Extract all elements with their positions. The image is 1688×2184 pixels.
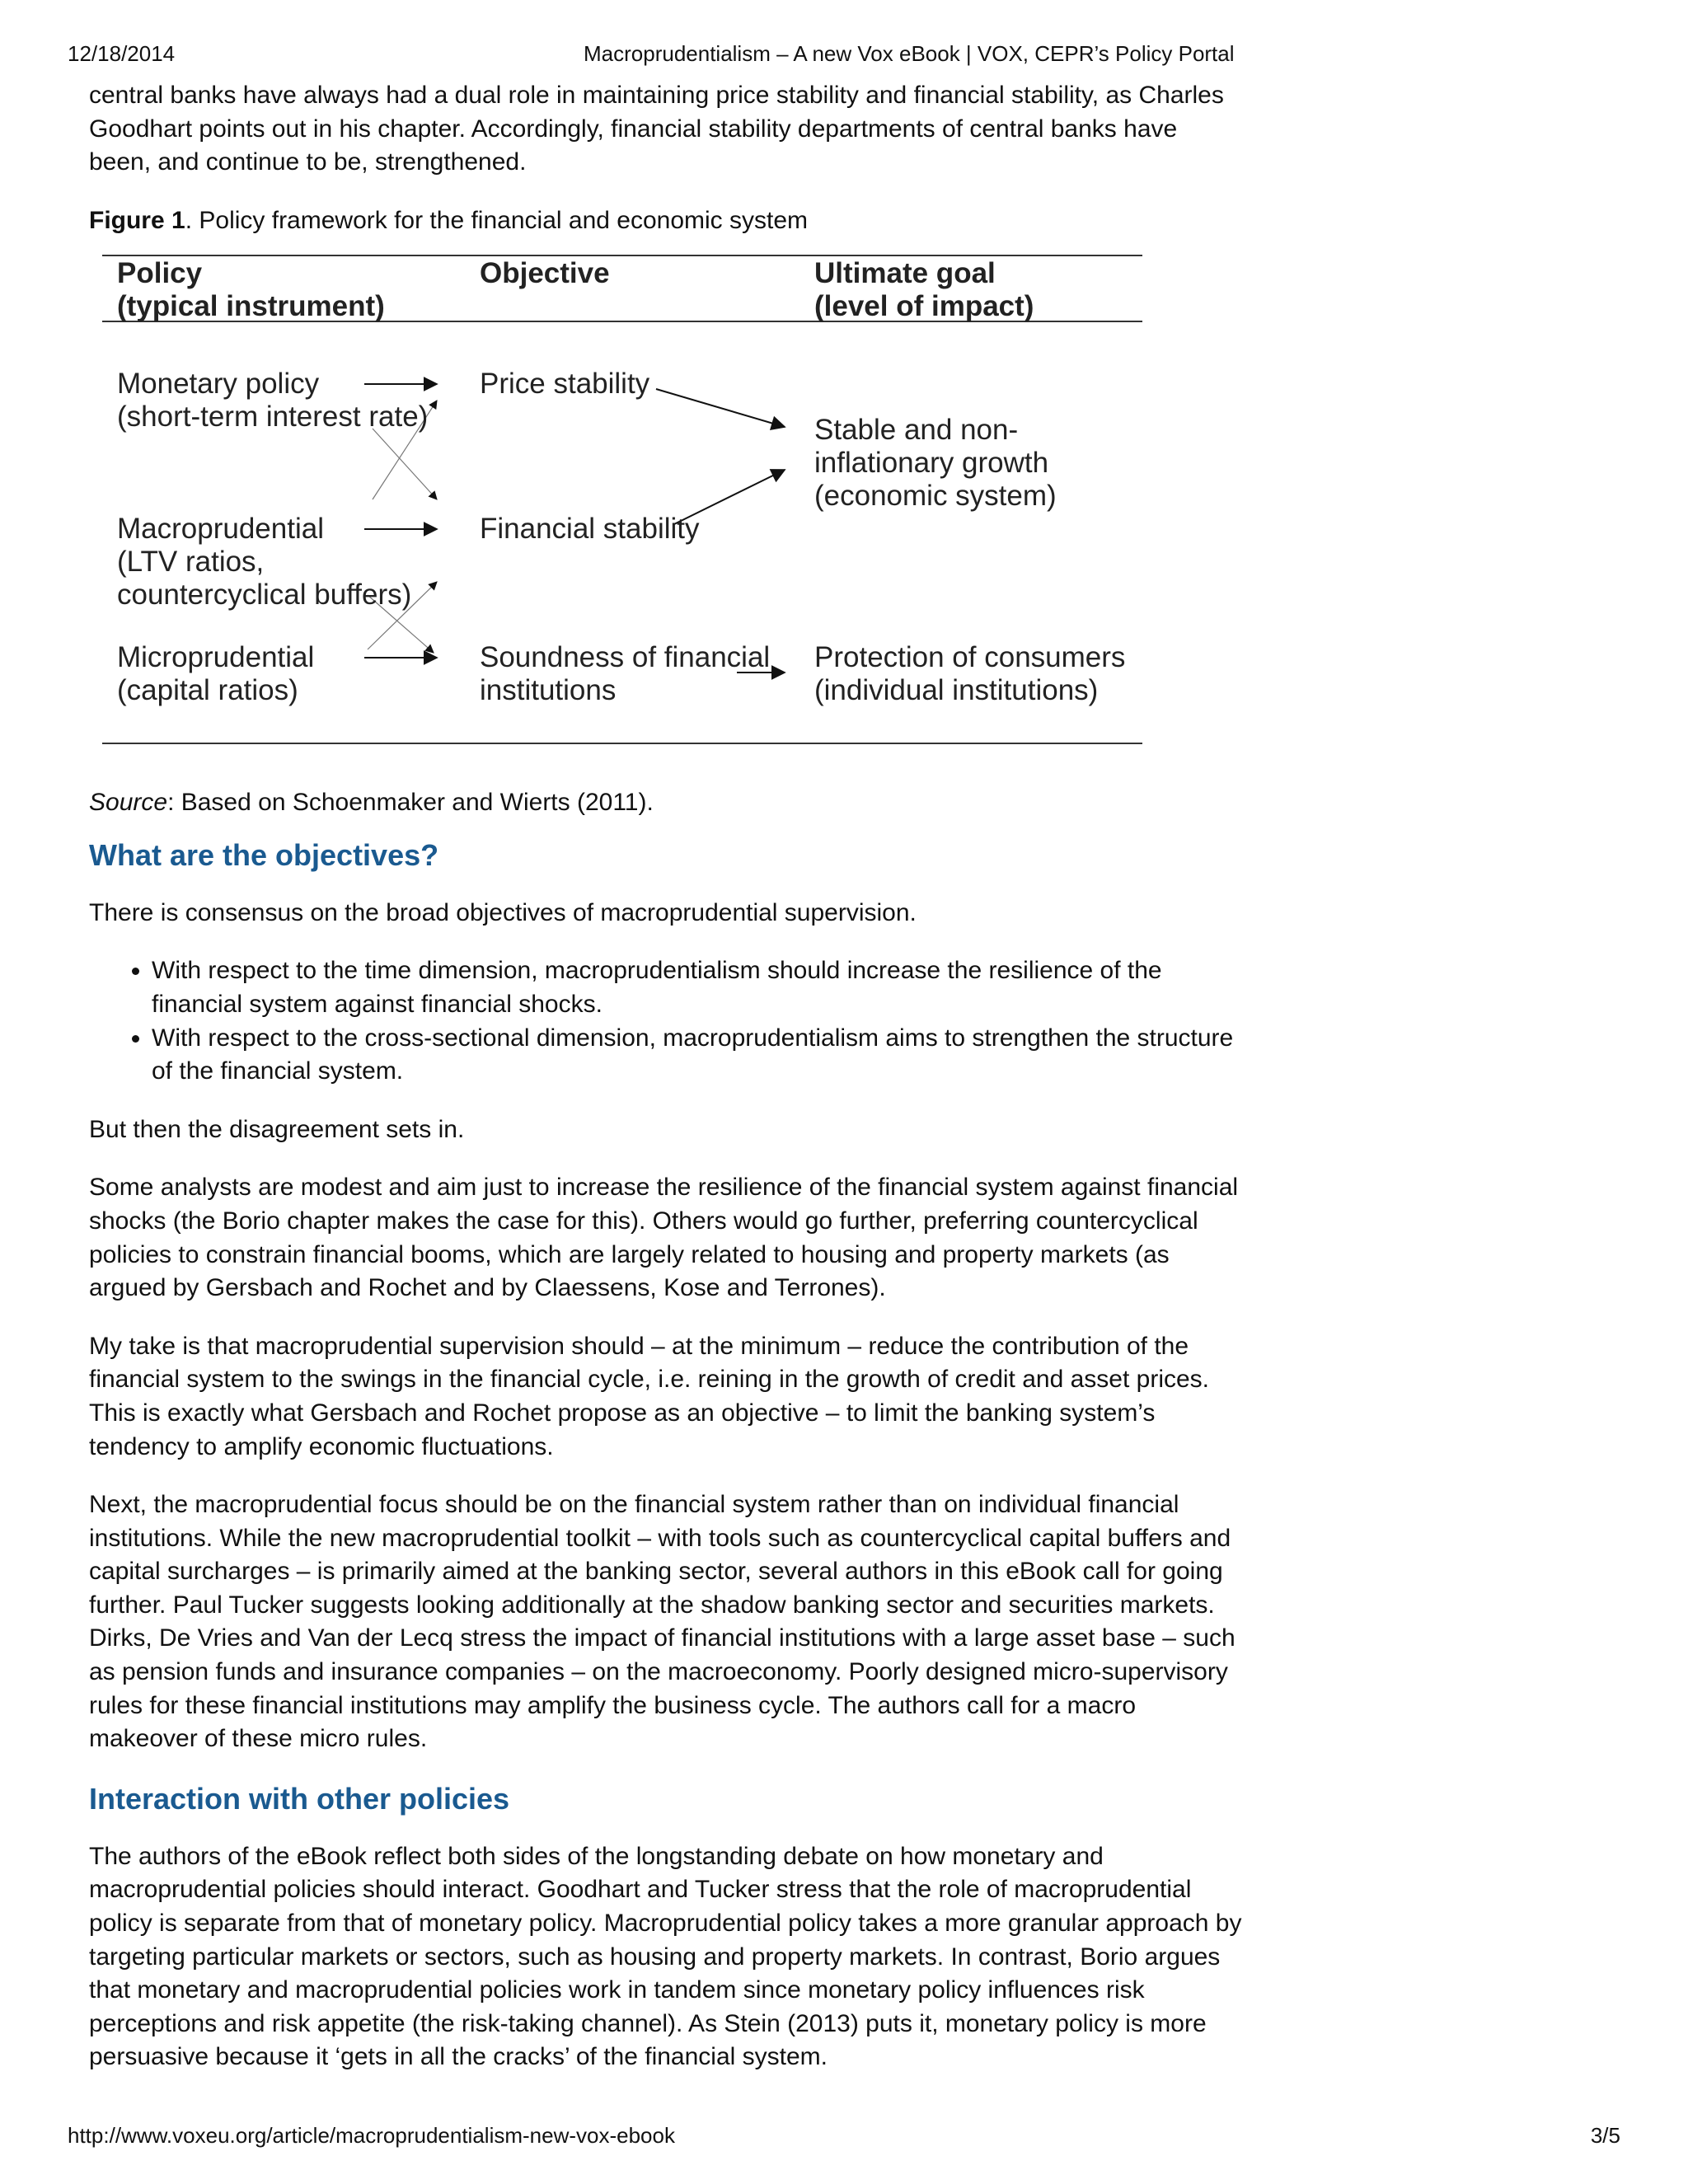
arrow-price-growth xyxy=(656,389,785,427)
objectives-paragraph-3: Some analysts are modest and aim just to increase the resilience of the financial system against financial shocks (the Borio chapter makes the case for this). Others would go further, preferring countercyclical policies to constrain financial booms, which are largely related to housing and property markets (as argued by Gersbach and Rochet and by Claessens, Kose and Terrones). xyxy=(89,1174,1239,1302)
col-policy-head-line2: (typical instrument) xyxy=(117,289,385,322)
policy-micro-line2: (capital ratios) xyxy=(117,673,298,706)
interaction-paragraph-1: The authors of the eBook reflect both sides of the longstanding debate on how monetary and macroprudential policies should interact. Goodhart and Tucker stress that the role of macroprudential policy is separate from that of monetary policy. Macroprudential policy takes a more granular approach by targeting particular markets or sectors, such as housing and property markets. In contrast, Borio argues that monetary and macroprudential policies work in tandem since monetary policy influences risk perceptions and risk appetite (the risk-taking channel). As Stein (2013) puts it, monetary policy is more persuasive because it ‘gets in all the cracks’ of the financial system. xyxy=(89,1842,1242,2071)
policy-framework-figure xyxy=(96,252,1151,763)
policy-macro-line1: Macroprudential xyxy=(117,512,324,545)
policy-macro-line3: countercyclical buffers) xyxy=(117,578,412,611)
objectives-paragraph-4: My take is that macroprudential supervision should – at the minimum – reduce the contribution of the financial system to the swings in the financial cycle, i.e. reining in the growth of credit and asset prices. This is exactly what Gersbach and Rochet propose as an objective – to limit the banking system’s tendency to amplify economic fluctuations. xyxy=(89,1332,1210,1460)
objective-financial-line1: Financial stability xyxy=(480,512,700,545)
figure-caption-label: Figure 1 xyxy=(89,206,185,234)
col-objective-head-line1: Objective xyxy=(480,256,610,289)
col-goal-head xyxy=(814,257,1034,323)
objective-soundness-line2: institutions xyxy=(480,673,617,706)
footer-url-link[interactable]: http://www.voxeu.org/article/macroprudentialism-new-vox-ebook xyxy=(68,2123,675,2148)
goal-protection-line2: (individual institutions) xyxy=(814,673,1099,706)
policy-macroprudential xyxy=(117,513,411,612)
figure-source-label: Source xyxy=(89,788,168,816)
objectives-paragraph-2: But then the disagreement sets in. xyxy=(89,1115,465,1143)
goal-growth-line1: Stable and non- xyxy=(814,413,1019,446)
policy-microprudential xyxy=(117,641,314,707)
col-goal-head-line2: (level of impact) xyxy=(814,289,1034,322)
objectives-bullet-1: • With respect to the time dimension, macroprudentialism should increase the resilience of the financial system against financial shocks. xyxy=(152,954,1243,1021)
goal-growth-line3: (economic system) xyxy=(814,479,1057,512)
col-policy-head-line1: Policy xyxy=(117,256,203,289)
goal-consumer-protection xyxy=(814,641,1125,707)
article-body xyxy=(89,79,1243,2099)
figure-caption-text: . Policy framework for the financial and economic system xyxy=(185,206,809,234)
objectives-bullet-2: • With respect to the cross-sectional dimension, macroprudentialism aims to strengthen the structure of the financial system. xyxy=(152,1022,1243,1089)
col-objective-head xyxy=(480,257,610,290)
objectives-paragraph-1: There is consensus on the broad objectives of macroprudential supervision. xyxy=(89,898,917,926)
goal-growth-line2: inflationary growth xyxy=(814,446,1049,479)
col-policy-head xyxy=(117,257,385,323)
figure-source xyxy=(89,786,1243,819)
col-goal-head-line1: Ultimate goal xyxy=(814,256,996,289)
cross-monetary-financial xyxy=(373,429,437,499)
goal-protection-line1: Protection of consumers xyxy=(814,640,1126,673)
policy-monetary-line2: (short-term interest rate) xyxy=(117,400,429,433)
objective-soundness-line1: Soundness of financial xyxy=(480,640,771,673)
print-date: 12/18/2014 xyxy=(68,41,176,66)
objectives-paragraph-5: Next, the macroprudential focus should be on the financial system rather than on individual financial institutions. While the new macroprudential toolkit – with tools such as countercyclical capital buffers and capital surcharges – is primarily aimed at the banking sector, several authors in this eBook call for going further. Paul Tucker suggests looking additionally at the shadow banking sector and securities markets. Dirks, De Vries and Van der Lecq stress the impact of financial institutions with a large asset base – such as pension funds and insurance companies – on the macroeconomy. Poorly designed micro-supervisory rules for these financial institutions may amplify the business cycle. The authors call for a macro makeover of these micro rules. xyxy=(89,1491,1236,1753)
heading-objectives: What are the objectives? xyxy=(89,837,439,872)
policy-macro-line2: (LTV ratios, xyxy=(117,545,265,578)
footer-page-number: 3/5 xyxy=(1590,2123,1620,2148)
objectives-bullet-list xyxy=(89,954,1243,1088)
policy-monetary xyxy=(117,368,428,434)
objective-soundness xyxy=(480,641,770,707)
goal-stable-growth xyxy=(814,414,1057,513)
objective-price-line1: Price stability xyxy=(480,367,650,400)
intro-paragraph: central banks have always had a dual role in maintaining price stability and financial stability, as Charles Goodhart points out in his chapter. Accordingly, financial stability departments of central banks have been, and continue to be, strengthened. xyxy=(89,82,1224,176)
heading-interaction: Interaction with other policies xyxy=(89,1781,510,1816)
objective-financial-stability xyxy=(480,513,700,546)
policy-micro-line1: Microprudential xyxy=(117,640,315,673)
figure-source-text: : Based on Schoenmaker and Wierts (2011). xyxy=(167,788,654,816)
page-header-title: Macroprudentialism – A new Vox eBook | VOX, CEPR’s Policy Portal xyxy=(584,41,1235,66)
objective-price-stability xyxy=(480,368,649,401)
policy-monetary-line1: Monetary policy xyxy=(117,367,320,400)
figure-caption xyxy=(89,204,1243,237)
